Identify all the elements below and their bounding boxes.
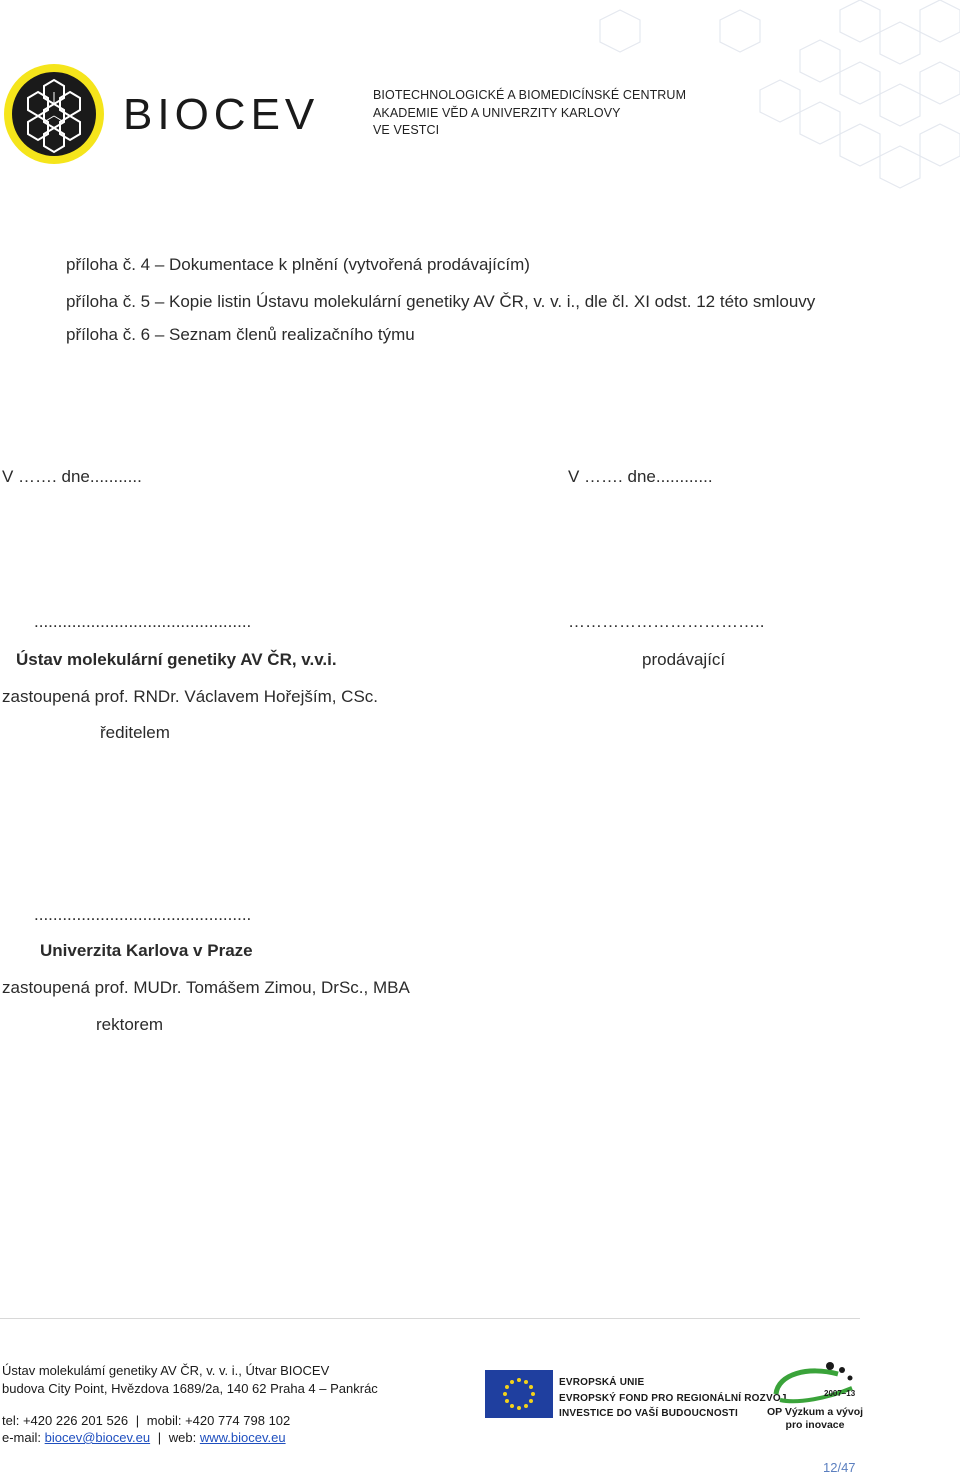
footer-email-label: e-mail: [2,1430,42,1445]
eu-flag-icon [485,1370,553,1418]
signature-line-right: …………………………….. [568,612,765,631]
page-number: 12/47 [823,1460,856,1475]
signatory-role-right: prodávající [642,650,726,669]
footer-address-2: budova City Point, Hvězdova 1689/2a, 140 62 Praha 4 – Pankrác [2,1381,378,1396]
header-org-line-2: AKADEMIE VĚD A UNIVERZITY KARLOVY [373,106,621,120]
header-org-line-1: BIOTECHNOLOGICKÉ A BIOMEDICÍNSKÉ CENTRUM [373,88,687,102]
op-text-line-1: OP Výzkum a vývoj [766,1406,864,1418]
signatory-rep-bottom: zastoupená prof. MUDr. Tomášem Zimou, DrSc., MBA [2,978,410,997]
biocev-logo-icon [2,62,106,166]
signatory-rep-left: zastoupená prof. RNDr. Václavem Hořejším, CSc. [2,687,379,706]
footer-tel: tel: +420 226 201 526 [2,1413,129,1428]
signatory-org-bottom: Univerzita Karlova v Praze [40,941,253,960]
signature-line-left: .............................................. [34,612,252,631]
hexagon-pattern-decoration [590,0,960,210]
footer-contact-phones [2,1413,290,1428]
header-org-line-3: VE VESTCI [373,123,440,137]
footer-mobil: mobil: +420 774 798 102 [146,1413,291,1428]
attachment-item-4: příloha č. 4 – Dokumentace k plnění (vytvořená prodávajícím) [66,255,530,274]
place-date-left: V ……. dne........... [2,467,142,486]
eu-text-line-1: EVROPSKÁ UNIE [559,1377,645,1388]
footer-separator-2: | [157,1430,162,1445]
footer-contact-web [2,1430,286,1445]
op-vavpi-logo-icon [768,1360,860,1406]
footer-email-link[interactable]: biocev@biocev.eu [44,1430,151,1445]
op-years: 2007–13 [824,1389,856,1398]
brand-wordmark: BIOCEV [123,90,320,139]
signature-line-bottom: .............................................. [34,905,252,924]
signatory-org-left: Ústav molekulární genetiky AV ČR, v.v.i. [16,650,337,669]
attachment-item-5: příloha č. 5 – Kopie listin Ústavu molekulární genetiky AV ČR, v. v. i., dle čl. XI odst. 12 této smlouvy [66,292,816,311]
signatory-role-left: ředitelem [100,723,170,742]
footer-web-link[interactable]: www.biocev.eu [199,1430,286,1445]
signatory-role-bottom: rektorem [96,1015,164,1034]
footer-divider [0,1318,860,1319]
eu-text-line-3: INVESTICE DO VAŠÍ BUDOUCNOSTI [559,1408,738,1419]
op-text-line-2: pro inovace [785,1419,845,1431]
place-date-right: V ……. dne............ [568,467,713,486]
eu-text-line-2: EVROPSKÝ FOND PRO REGIONÁLNÍ ROZVOJ [559,1393,787,1404]
attachment-item-6: příloha č. 6 – Seznam členů realizačního týmu [66,325,415,344]
footer-separator: | [135,1413,140,1428]
footer-web-label: web: [168,1430,197,1445]
footer-address-1: Ústav molekulámí genetiky AV ČR, v. v. i., Útvar BIOCEV [2,1363,330,1378]
